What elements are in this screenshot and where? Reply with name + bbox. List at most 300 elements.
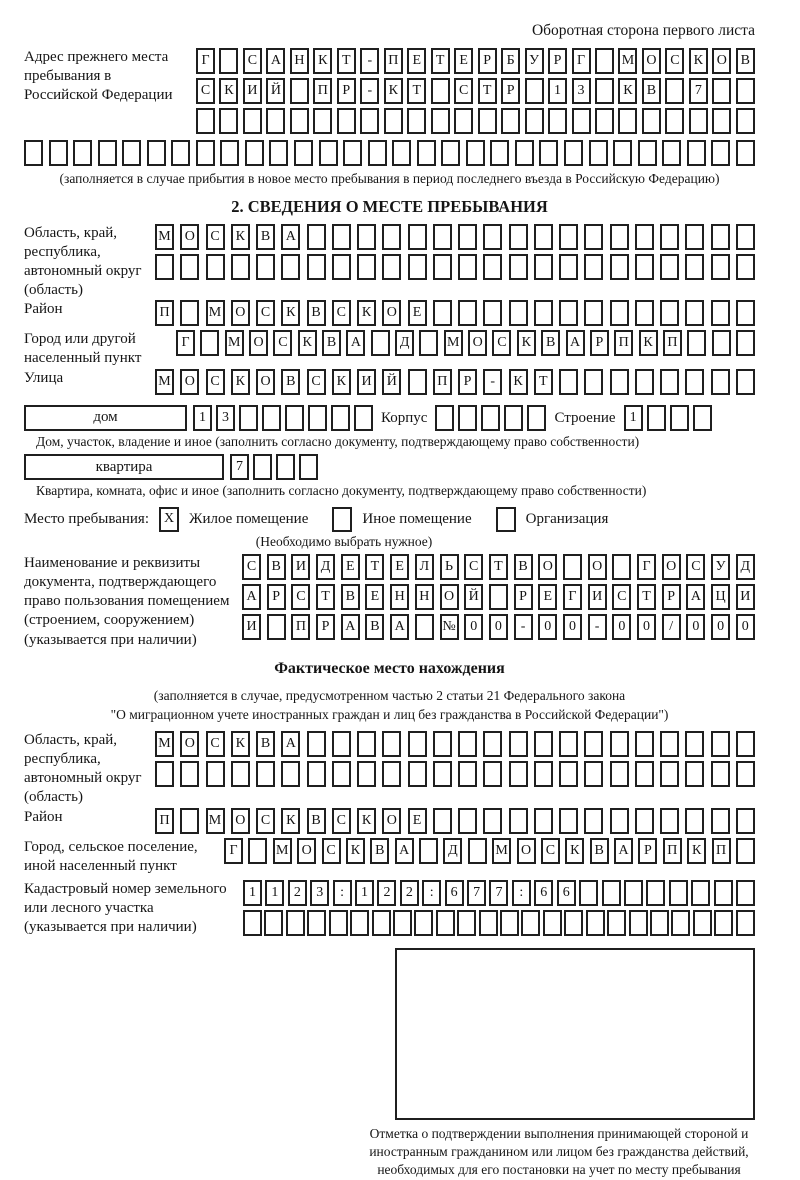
char-cell[interactable] bbox=[559, 761, 578, 787]
char-cell[interactable]: С bbox=[242, 554, 261, 580]
char-cell[interactable] bbox=[435, 405, 454, 431]
char-cell[interactable] bbox=[433, 254, 452, 280]
char-cell[interactable] bbox=[357, 731, 376, 757]
char-cell[interactable] bbox=[635, 369, 654, 395]
char-cell[interactable] bbox=[431, 78, 450, 104]
char-cell[interactable]: 0 bbox=[736, 614, 755, 640]
char-cell[interactable] bbox=[248, 838, 267, 864]
char-cell[interactable]: О bbox=[180, 731, 199, 757]
char-cell[interactable]: 0 bbox=[489, 614, 508, 640]
char-cell[interactable] bbox=[527, 405, 546, 431]
char-cell[interactable] bbox=[685, 300, 704, 326]
char-cell[interactable] bbox=[646, 880, 665, 906]
char-cell[interactable]: 1 bbox=[243, 880, 262, 906]
char-cell[interactable]: - bbox=[483, 369, 502, 395]
char-cell[interactable] bbox=[671, 910, 690, 936]
char-cell[interactable] bbox=[307, 254, 326, 280]
char-cell[interactable]: К bbox=[219, 78, 238, 104]
char-cell[interactable]: И bbox=[357, 369, 376, 395]
char-cell[interactable] bbox=[693, 405, 712, 431]
char-cell[interactable]: 2 bbox=[288, 880, 307, 906]
char-cell[interactable]: О bbox=[180, 224, 199, 250]
char-row[interactable] bbox=[196, 48, 755, 74]
char-cell[interactable] bbox=[180, 808, 199, 834]
char-cell[interactable] bbox=[665, 78, 684, 104]
char-cell[interactable]: М bbox=[273, 838, 292, 864]
char-cell[interactable] bbox=[586, 910, 605, 936]
char-cell[interactable] bbox=[635, 300, 654, 326]
checkbox-zhiloe[interactable]: X bbox=[159, 507, 179, 532]
char-cell[interactable] bbox=[454, 108, 473, 134]
checkbox-inoe[interactable] bbox=[332, 507, 352, 532]
char-cell[interactable] bbox=[563, 554, 582, 580]
char-cell[interactable] bbox=[509, 761, 528, 787]
char-row[interactable] bbox=[155, 300, 755, 326]
char-cell[interactable]: У bbox=[525, 48, 544, 74]
char-cell[interactable] bbox=[534, 224, 553, 250]
char-cell[interactable] bbox=[525, 108, 544, 134]
char-cell[interactable]: Р bbox=[316, 614, 335, 640]
char-cell[interactable] bbox=[543, 910, 562, 936]
char-cell[interactable] bbox=[243, 108, 262, 134]
char-cell[interactable]: Р bbox=[514, 584, 533, 610]
char-cell[interactable] bbox=[408, 369, 427, 395]
char-cell[interactable]: Е bbox=[365, 584, 384, 610]
char-cell[interactable]: Т bbox=[478, 78, 497, 104]
char-cell[interactable] bbox=[509, 731, 528, 757]
char-cell[interactable] bbox=[350, 910, 369, 936]
char-cell[interactable] bbox=[457, 910, 476, 936]
char-cell[interactable]: С bbox=[256, 300, 275, 326]
char-cell[interactable]: 7 bbox=[689, 78, 708, 104]
char-cell[interactable] bbox=[407, 108, 426, 134]
char-cell[interactable] bbox=[436, 910, 455, 936]
char-cell[interactable] bbox=[206, 254, 225, 280]
char-cell[interactable] bbox=[307, 761, 326, 787]
char-cell[interactable] bbox=[206, 761, 225, 787]
char-cell[interactable]: П bbox=[663, 838, 682, 864]
char-cell[interactable]: 0 bbox=[711, 614, 730, 640]
char-cell[interactable]: М bbox=[618, 48, 637, 74]
char-cell[interactable]: С bbox=[686, 554, 705, 580]
char-cell[interactable]: А bbox=[242, 584, 261, 610]
char-cell[interactable] bbox=[638, 140, 657, 166]
char-cell[interactable]: Г bbox=[224, 838, 243, 864]
char-cell[interactable]: 7 bbox=[230, 454, 249, 480]
char-cell[interactable] bbox=[253, 454, 272, 480]
char-cell[interactable] bbox=[458, 405, 477, 431]
char-cell[interactable]: С bbox=[206, 369, 225, 395]
char-cell[interactable] bbox=[433, 300, 452, 326]
char-cell[interactable]: 0 bbox=[612, 614, 631, 640]
char-cell[interactable]: / bbox=[662, 614, 681, 640]
char-cell[interactable]: К bbox=[231, 731, 250, 757]
char-cell[interactable] bbox=[382, 731, 401, 757]
char-cell[interactable]: О bbox=[712, 48, 731, 74]
char-cell[interactable]: Т bbox=[365, 554, 384, 580]
char-cell[interactable] bbox=[635, 224, 654, 250]
char-cell[interactable]: С bbox=[612, 584, 631, 610]
char-cell[interactable] bbox=[534, 761, 553, 787]
char-cell[interactable] bbox=[610, 224, 629, 250]
char-cell[interactable]: С bbox=[541, 838, 560, 864]
char-cell[interactable]: Е bbox=[390, 554, 409, 580]
char-cell[interactable] bbox=[612, 554, 631, 580]
char-cell[interactable] bbox=[504, 405, 523, 431]
char-cell[interactable]: К bbox=[231, 224, 250, 250]
char-cell[interactable] bbox=[714, 910, 733, 936]
char-row[interactable] bbox=[242, 584, 755, 610]
char-cell[interactable] bbox=[319, 140, 338, 166]
char-cell[interactable] bbox=[660, 369, 679, 395]
char-cell[interactable]: К bbox=[517, 330, 536, 356]
char-cell[interactable] bbox=[147, 140, 166, 166]
char-cell[interactable] bbox=[736, 369, 755, 395]
char-cell[interactable]: М bbox=[155, 731, 174, 757]
char-cell[interactable]: В bbox=[322, 330, 341, 356]
char-cell[interactable] bbox=[196, 140, 215, 166]
char-cell[interactable]: М bbox=[155, 369, 174, 395]
char-cell[interactable] bbox=[392, 140, 411, 166]
char-row[interactable] bbox=[196, 78, 755, 104]
char-cell[interactable] bbox=[736, 108, 755, 134]
char-cell[interactable] bbox=[24, 140, 43, 166]
char-cell[interactable] bbox=[629, 910, 648, 936]
char-cell[interactable] bbox=[521, 910, 540, 936]
char-cell[interactable] bbox=[281, 761, 300, 787]
char-cell[interactable] bbox=[660, 224, 679, 250]
char-cell[interactable] bbox=[515, 140, 534, 166]
char-cell[interactable] bbox=[419, 330, 438, 356]
char-cell[interactable] bbox=[584, 300, 603, 326]
char-cell[interactable] bbox=[712, 330, 731, 356]
char-cell[interactable]: А bbox=[566, 330, 585, 356]
char-cell[interactable] bbox=[313, 108, 332, 134]
char-cell[interactable]: В bbox=[541, 330, 560, 356]
char-cell[interactable]: А bbox=[686, 584, 705, 610]
checkbox-organizatsiya[interactable] bbox=[496, 507, 516, 532]
char-cell[interactable] bbox=[368, 140, 387, 166]
char-cell[interactable] bbox=[685, 254, 704, 280]
char-cell[interactable] bbox=[483, 300, 502, 326]
char-cell[interactable]: 1 bbox=[265, 880, 284, 906]
char-cell[interactable]: К bbox=[357, 808, 376, 834]
char-cell[interactable] bbox=[308, 405, 327, 431]
char-cell[interactable]: Т bbox=[316, 584, 335, 610]
char-cell[interactable]: А bbox=[281, 731, 300, 757]
char-cell[interactable]: Т bbox=[489, 554, 508, 580]
char-cell[interactable] bbox=[285, 405, 304, 431]
char-cell[interactable] bbox=[357, 761, 376, 787]
char-cell[interactable]: П bbox=[291, 614, 310, 640]
char-cell[interactable] bbox=[354, 405, 373, 431]
char-cell[interactable]: К bbox=[298, 330, 317, 356]
char-cell[interactable]: И bbox=[242, 614, 261, 640]
char-cell[interactable]: 7 bbox=[467, 880, 486, 906]
char-cell[interactable] bbox=[433, 761, 452, 787]
char-cell[interactable] bbox=[281, 254, 300, 280]
char-cell[interactable] bbox=[231, 761, 250, 787]
char-cell[interactable] bbox=[564, 140, 583, 166]
char-cell[interactable] bbox=[501, 108, 520, 134]
char-cell[interactable]: М bbox=[206, 808, 225, 834]
char-cell[interactable]: П bbox=[433, 369, 452, 395]
char-row[interactable] bbox=[242, 554, 755, 580]
char-row[interactable] bbox=[155, 224, 755, 250]
char-cell[interactable] bbox=[610, 731, 629, 757]
char-cell[interactable] bbox=[357, 224, 376, 250]
char-cell[interactable]: Р bbox=[337, 78, 356, 104]
char-cell[interactable] bbox=[441, 140, 460, 166]
char-cell[interactable] bbox=[736, 808, 755, 834]
char-cell[interactable] bbox=[500, 910, 519, 936]
char-cell[interactable] bbox=[155, 254, 174, 280]
char-row-stroenie[interactable] bbox=[624, 405, 712, 431]
char-cell[interactable] bbox=[219, 48, 238, 74]
char-cell[interactable]: В bbox=[307, 300, 326, 326]
char-cell[interactable]: Г bbox=[572, 48, 591, 74]
char-cell[interactable] bbox=[262, 405, 281, 431]
char-cell[interactable] bbox=[685, 731, 704, 757]
char-row-full-width[interactable] bbox=[24, 140, 755, 166]
char-cell[interactable] bbox=[660, 808, 679, 834]
char-cell[interactable]: К bbox=[281, 300, 300, 326]
char-cell[interactable]: 0 bbox=[464, 614, 483, 640]
char-cell[interactable] bbox=[559, 731, 578, 757]
char-row[interactable] bbox=[155, 731, 755, 757]
char-cell[interactable] bbox=[602, 880, 621, 906]
char-row[interactable] bbox=[155, 254, 755, 280]
char-cell[interactable] bbox=[711, 254, 730, 280]
char-cell[interactable] bbox=[610, 300, 629, 326]
char-cell[interactable] bbox=[736, 880, 755, 906]
char-cell[interactable]: С bbox=[307, 369, 326, 395]
char-cell[interactable]: С bbox=[492, 330, 511, 356]
char-cell[interactable] bbox=[458, 254, 477, 280]
char-cell[interactable] bbox=[584, 254, 603, 280]
char-cell[interactable] bbox=[219, 108, 238, 134]
char-cell[interactable] bbox=[736, 731, 755, 757]
char-cell[interactable] bbox=[642, 108, 661, 134]
char-cell[interactable]: О bbox=[440, 584, 459, 610]
char-cell[interactable]: К bbox=[346, 838, 365, 864]
char-cell[interactable]: Ь bbox=[440, 554, 459, 580]
char-cell[interactable] bbox=[736, 330, 755, 356]
char-cell[interactable] bbox=[332, 224, 351, 250]
char-cell[interactable] bbox=[73, 140, 92, 166]
char-cell[interactable] bbox=[584, 808, 603, 834]
char-cell[interactable] bbox=[736, 254, 755, 280]
char-cell[interactable] bbox=[466, 140, 485, 166]
char-cell[interactable] bbox=[479, 910, 498, 936]
char-cell[interactable]: Е bbox=[341, 554, 360, 580]
char-cell[interactable] bbox=[687, 140, 706, 166]
char-cell[interactable] bbox=[647, 405, 666, 431]
char-cell[interactable]: О bbox=[231, 300, 250, 326]
char-cell[interactable]: С bbox=[273, 330, 292, 356]
char-cell[interactable] bbox=[267, 614, 286, 640]
char-cell[interactable] bbox=[559, 300, 578, 326]
char-cell[interactable]: А bbox=[614, 838, 633, 864]
char-cell[interactable]: В bbox=[736, 48, 755, 74]
char-cell[interactable]: К bbox=[618, 78, 637, 104]
char-cell[interactable] bbox=[572, 108, 591, 134]
char-cell[interactable] bbox=[509, 808, 528, 834]
char-cell[interactable] bbox=[419, 838, 438, 864]
char-cell[interactable] bbox=[307, 910, 326, 936]
char-cell[interactable] bbox=[196, 108, 215, 134]
char-cell[interactable]: П bbox=[155, 300, 174, 326]
char-cell[interactable]: 0 bbox=[563, 614, 582, 640]
char-cell[interactable]: Р bbox=[590, 330, 609, 356]
char-cell[interactable] bbox=[711, 761, 730, 787]
char-cell[interactable] bbox=[610, 254, 629, 280]
char-cell[interactable] bbox=[382, 761, 401, 787]
char-cell[interactable]: С bbox=[322, 838, 341, 864]
char-cell[interactable]: 3 bbox=[216, 405, 235, 431]
char-cell[interactable] bbox=[509, 224, 528, 250]
char-row[interactable] bbox=[242, 614, 755, 640]
char-cell[interactable] bbox=[712, 78, 731, 104]
char-cell[interactable]: У bbox=[711, 554, 730, 580]
char-cell[interactable] bbox=[433, 808, 452, 834]
char-cell[interactable]: А bbox=[395, 838, 414, 864]
char-cell[interactable]: Р bbox=[458, 369, 477, 395]
char-cell[interactable]: 6 bbox=[445, 880, 464, 906]
char-row[interactable] bbox=[155, 369, 755, 395]
char-cell[interactable]: М bbox=[492, 838, 511, 864]
char-cell[interactable] bbox=[711, 369, 730, 395]
char-cell[interactable] bbox=[711, 224, 730, 250]
char-cell[interactable] bbox=[489, 584, 508, 610]
char-cell[interactable]: К bbox=[231, 369, 250, 395]
char-cell[interactable]: 3 bbox=[310, 880, 329, 906]
char-cell[interactable] bbox=[559, 369, 578, 395]
char-cell[interactable]: В bbox=[256, 731, 275, 757]
char-cell[interactable]: Т bbox=[407, 78, 426, 104]
char-cell[interactable]: С bbox=[196, 78, 215, 104]
char-cell[interactable]: Л bbox=[415, 554, 434, 580]
char-cell[interactable]: 3 bbox=[572, 78, 591, 104]
char-cell[interactable] bbox=[670, 405, 689, 431]
char-cell[interactable] bbox=[669, 880, 688, 906]
char-row[interactable] bbox=[224, 838, 755, 864]
char-cell[interactable] bbox=[458, 300, 477, 326]
char-cell[interactable] bbox=[264, 910, 283, 936]
char-cell[interactable]: А bbox=[346, 330, 365, 356]
char-cell[interactable] bbox=[635, 761, 654, 787]
char-cell[interactable] bbox=[382, 254, 401, 280]
char-cell[interactable]: В bbox=[341, 584, 360, 610]
char-cell[interactable] bbox=[525, 78, 544, 104]
char-cell[interactable]: С bbox=[206, 224, 225, 250]
char-cell[interactable] bbox=[332, 254, 351, 280]
char-row-korpus[interactable] bbox=[435, 405, 546, 431]
char-cell[interactable]: А bbox=[390, 614, 409, 640]
char-cell[interactable] bbox=[276, 454, 295, 480]
char-cell[interactable] bbox=[299, 454, 318, 480]
char-row[interactable] bbox=[176, 330, 755, 356]
char-cell[interactable]: - bbox=[514, 614, 533, 640]
char-cell[interactable] bbox=[256, 761, 275, 787]
char-cell[interactable]: Г bbox=[637, 554, 656, 580]
char-cell[interactable]: Б bbox=[501, 48, 520, 74]
char-cell[interactable]: 6 bbox=[534, 880, 553, 906]
char-cell[interactable]: В bbox=[267, 554, 286, 580]
char-cell[interactable] bbox=[595, 108, 614, 134]
char-cell[interactable]: О bbox=[297, 838, 316, 864]
char-cell[interactable]: Ц bbox=[711, 584, 730, 610]
char-cell[interactable] bbox=[711, 140, 730, 166]
char-cell[interactable]: 2 bbox=[377, 880, 396, 906]
char-cell[interactable]: - bbox=[360, 48, 379, 74]
char-cell[interactable] bbox=[483, 761, 502, 787]
char-cell[interactable] bbox=[736, 300, 755, 326]
char-cell[interactable] bbox=[589, 140, 608, 166]
char-cell[interactable]: Г bbox=[563, 584, 582, 610]
char-cell[interactable]: Й bbox=[464, 584, 483, 610]
char-cell[interactable] bbox=[736, 78, 755, 104]
char-cell[interactable] bbox=[691, 880, 710, 906]
char-cell[interactable] bbox=[650, 910, 669, 936]
char-cell[interactable] bbox=[584, 761, 603, 787]
char-cell[interactable] bbox=[711, 808, 730, 834]
char-cell[interactable]: П bbox=[384, 48, 403, 74]
char-cell[interactable] bbox=[307, 224, 326, 250]
char-cell[interactable]: Д bbox=[736, 554, 755, 580]
char-cell[interactable] bbox=[595, 48, 614, 74]
char-cell[interactable] bbox=[559, 808, 578, 834]
char-cell[interactable]: С bbox=[665, 48, 684, 74]
char-cell[interactable]: К bbox=[509, 369, 528, 395]
char-cell[interactable]: Г bbox=[176, 330, 195, 356]
char-cell[interactable] bbox=[687, 330, 706, 356]
char-cell[interactable] bbox=[384, 108, 403, 134]
char-cell[interactable] bbox=[481, 405, 500, 431]
char-cell[interactable]: С bbox=[332, 808, 351, 834]
char-cell[interactable] bbox=[665, 108, 684, 134]
char-cell[interactable]: О bbox=[231, 808, 250, 834]
char-cell[interactable]: О bbox=[468, 330, 487, 356]
char-cell[interactable] bbox=[534, 808, 553, 834]
char-cell[interactable]: 0 bbox=[686, 614, 705, 640]
char-cell[interactable] bbox=[711, 731, 730, 757]
char-cell[interactable] bbox=[329, 910, 348, 936]
char-cell[interactable] bbox=[433, 224, 452, 250]
char-cell[interactable]: О bbox=[642, 48, 661, 74]
char-cell[interactable]: Р bbox=[638, 838, 657, 864]
char-cell[interactable] bbox=[635, 254, 654, 280]
char-cell[interactable]: : bbox=[422, 880, 441, 906]
char-cell[interactable]: 1 bbox=[624, 405, 643, 431]
char-cell[interactable] bbox=[417, 140, 436, 166]
char-cell[interactable]: А bbox=[266, 48, 285, 74]
char-row-kvartira[interactable] bbox=[230, 454, 318, 480]
char-cell[interactable] bbox=[458, 731, 477, 757]
char-cell[interactable] bbox=[478, 108, 497, 134]
char-cell[interactable]: К bbox=[313, 48, 332, 74]
char-cell[interactable]: О bbox=[249, 330, 268, 356]
char-cell[interactable]: К bbox=[565, 838, 584, 864]
char-cell[interactable]: 1 bbox=[355, 880, 374, 906]
char-cell[interactable]: С bbox=[291, 584, 310, 610]
char-cell[interactable] bbox=[736, 140, 755, 166]
char-cell[interactable]: М bbox=[155, 224, 174, 250]
char-cell[interactable] bbox=[559, 224, 578, 250]
char-cell[interactable]: 1 bbox=[548, 78, 567, 104]
char-cell[interactable] bbox=[610, 369, 629, 395]
char-cell[interactable] bbox=[286, 910, 305, 936]
